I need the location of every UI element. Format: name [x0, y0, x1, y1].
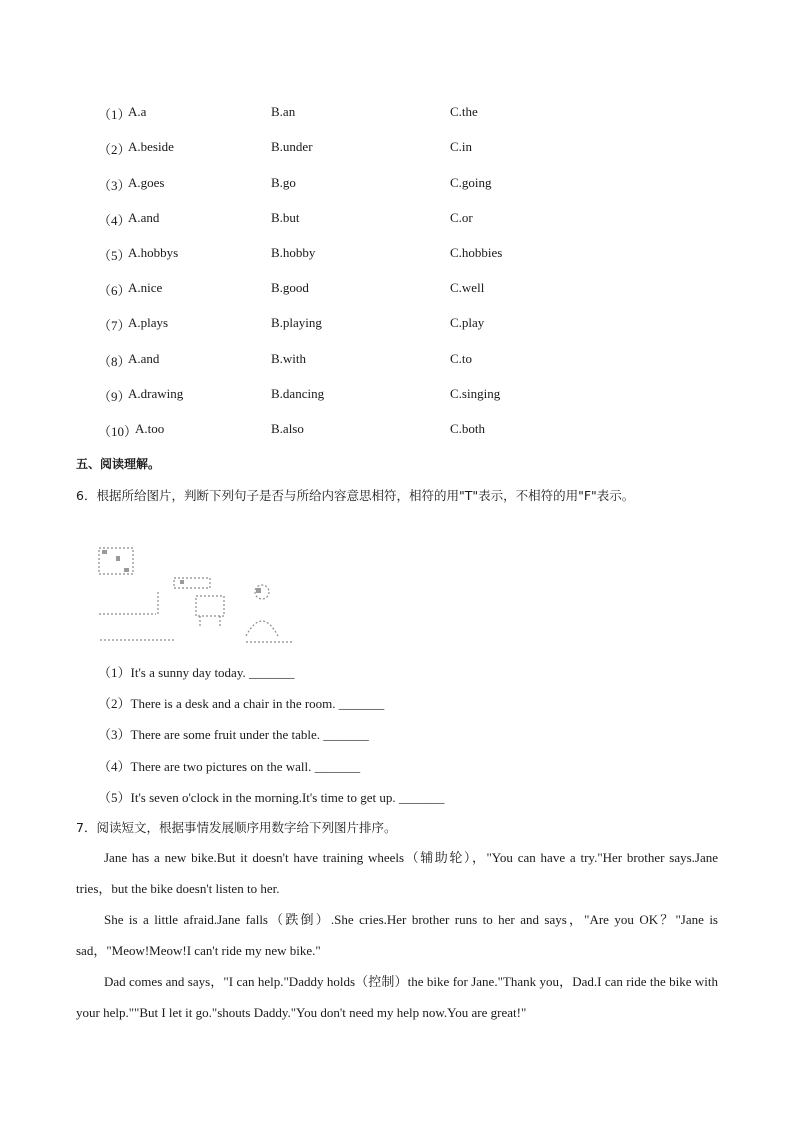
q6-item-5: （5）It's seven o'clock in the morning.It's time to get up. _______ — [98, 790, 445, 805]
option-c: C.hobbies — [450, 245, 503, 260]
option-b: B.but — [271, 210, 300, 225]
room-sketch-image — [96, 544, 296, 644]
option-a: A.beside — [128, 139, 174, 154]
option-a: A.drawing — [128, 386, 184, 401]
q6-item-3: （3）There are some fruit under the table. _______ — [98, 727, 369, 742]
q6-item-2: （2）There is a desk and a chair in the room. _______ — [98, 696, 385, 711]
question-6-title: 6．根据所给图片，判断下列句子是否与所给内容意思相符，相符的用"T"表示，不相符的用"F"表示。 — [76, 488, 635, 503]
option-a: A.goes — [128, 175, 165, 190]
room-picture — [96, 544, 296, 644]
option-a: A.plays — [128, 315, 169, 330]
option-b: B.dancing — [271, 386, 325, 401]
option-b: B.an — [271, 104, 296, 119]
q6-item-1: （1）It's a sunny day today. _______ — [98, 665, 295, 680]
option-a: A.a — [128, 104, 147, 119]
option-c: C.to — [450, 351, 473, 366]
option-number: （1） — [98, 107, 131, 122]
q6-item-4: （4）There are two pictures on the wall. _______ — [98, 759, 361, 774]
option-c: C.play — [450, 315, 485, 330]
option-b: B.also — [271, 421, 304, 436]
option-a: A.and — [128, 210, 160, 225]
option-a: A.too — [135, 421, 165, 436]
question-7-title: 7．阅读短文，根据事情发展顺序用数字给下列图片排序。 — [76, 820, 397, 835]
option-number: （5） — [98, 248, 131, 263]
option-number: （2） — [98, 142, 131, 157]
passage-paragraph-1: Jane has a new bike.But it doesn't have training wheels（辅助轮），"You can have a try."Her brother says.Jane tries，but the bike doesn't listen to her. — [76, 850, 718, 896]
option-number: （8） — [98, 354, 131, 369]
option-a: A.and — [128, 351, 160, 366]
option-c: C.both — [450, 421, 486, 436]
option-a: A.nice — [128, 280, 163, 295]
option-c: C.in — [450, 139, 473, 154]
option-number: （4） — [98, 213, 131, 228]
option-c: C.well — [450, 280, 485, 295]
passage-paragraph-2: She is a little afraid.Jane falls（跌倒）.She cries.Her brother runs to her and says，"Are you OK？"Jane is sad，"Meow!Meow!I can't ride my new bike." — [76, 912, 718, 958]
option-c: C.singing — [450, 386, 501, 401]
passage — [76, 842, 718, 1028]
option-number: （9） — [98, 389, 131, 404]
option-c: C.going — [450, 175, 492, 190]
option-b: B.go — [271, 175, 296, 190]
option-b: B.under — [271, 139, 313, 154]
option-a: A.hobbys — [128, 245, 179, 260]
option-number: （7） — [98, 318, 131, 333]
option-number: （10） — [98, 424, 138, 439]
passage-paragraph-3: Dad comes and says，"I can help."Daddy holds（控制）the bike for Jane."Thank you，Dad.I can ride the bike with your help.""But I let it go."shouts Daddy."You don't need my help now.You are great!" — [76, 974, 718, 1020]
option-number: （3） — [98, 178, 131, 193]
option-b: B.with — [271, 351, 307, 366]
option-b: B.playing — [271, 315, 322, 330]
section-heading: 五、阅读理解。 — [76, 457, 161, 471]
option-number: （6） — [98, 283, 131, 298]
option-c: C.the — [450, 104, 478, 119]
option-b: B.hobby — [271, 245, 316, 260]
option-c: C.or — [450, 210, 473, 225]
option-b: B.good — [271, 280, 309, 295]
